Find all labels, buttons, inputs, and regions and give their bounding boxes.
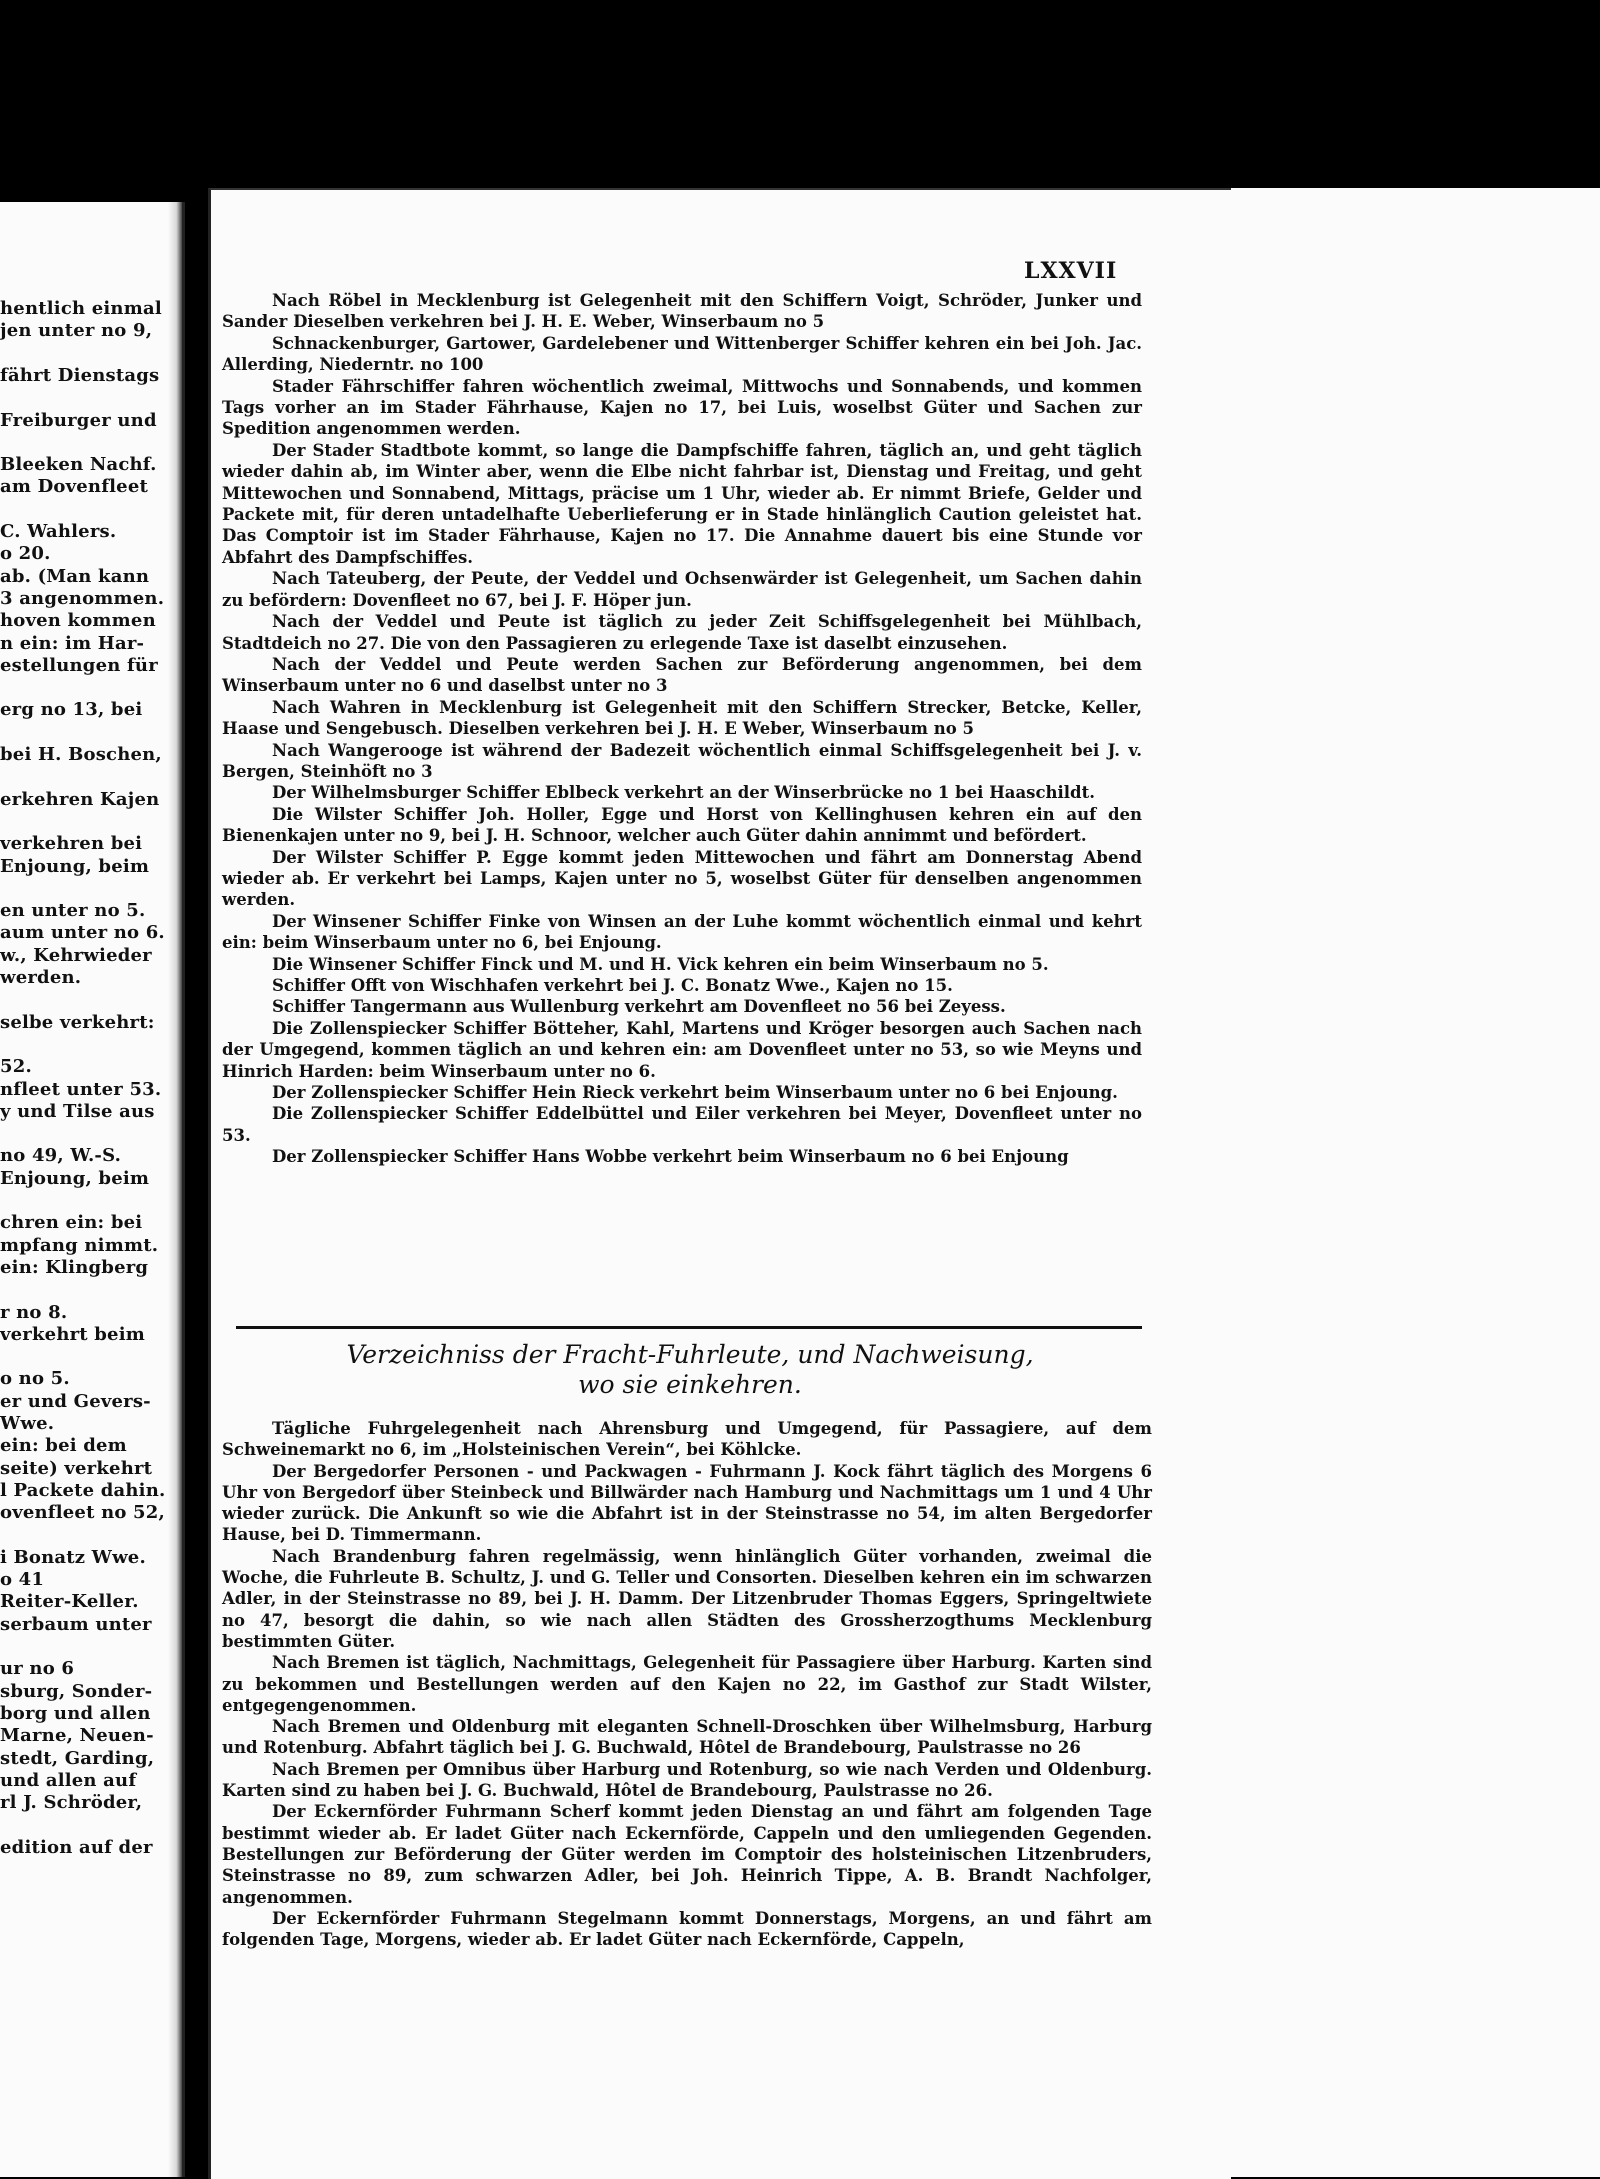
left-column-line: fährt Dienstags <box>0 364 160 386</box>
left-column-line: Reiter-Keller. <box>0 1591 139 1613</box>
left-column-line: 3 angenommen. <box>0 587 165 609</box>
left-column-line: Enjoung, beim <box>0 855 150 877</box>
page-margin <box>1228 188 1600 2177</box>
shipping-section <box>222 290 1142 1168</box>
paragraph: Nach Bremen ist täglich, Nachmittags, Gelegenheit für Passagiere über Harburg. Karten sind zu bekommen und Bestellungen werden auf den Kajen no 22, im Gasthof zur Stadt Wilster, entgegengenommen. <box>222 1653 1152 1715</box>
left-column-line: erg no 13, bei <box>0 699 143 721</box>
left-column-line: verkehrt beim <box>0 1323 145 1345</box>
left-column-line: Bleeken Nachf. <box>0 454 157 476</box>
paragraph: Die Zollenspiecker Schiffer Bötteher, Kahl, Martens und Kröger besorgen auch Sachen nach der Umgegend, kommen täglich an und kehren ein: am Dovenfleet unter no 53, so wie Meyns und Hinrich Harden: beim Winserbaum unter no 6. <box>222 1018 1142 1081</box>
paragraph: Die Winsener Schiffer Finck und M. und H. Vick kehren ein beim Winserbaum no 5. <box>272 954 1049 974</box>
left-column-line: 52. <box>0 1056 32 1078</box>
paragraph: Der Zollenspiecker Schiffer Hein Rieck verkehrt beim Winserbaum unter no 6 bei Enjoung. <box>272 1083 1118 1103</box>
section-heading-line-2: wo sie einkehren. <box>578 1370 802 1399</box>
left-column-line: o 41 <box>0 1569 45 1591</box>
section-heading <box>330 1340 1050 1400</box>
left-column-line: und allen auf <box>0 1769 137 1791</box>
left-column-line: seite) verkehrt <box>0 1457 153 1479</box>
left-column-line: er und Gevers- <box>0 1390 151 1412</box>
left-column-line: edition auf der <box>0 1836 153 1858</box>
paragraph: Der Eckernförder Fuhrmann Stegelmann kommt Donnerstags, Morgens, an und fährt am folgenden Tage, Morgens, wieder ab. Er ladet Güter nach Eckernförde, Cappeln, <box>222 1908 1152 1950</box>
left-column-line: sburg, Sonder- <box>0 1680 153 1702</box>
paragraph: Nach der Veddel und Peute werden Sachen zur Beförderung angenommen, bei dem Winserbaum unter no 6 und daselbst unter no 3 <box>222 654 1142 696</box>
paragraph: Nach Bremen und Oldenburg mit eleganten Schnell-Droschken über Wilhelmsburg, Harburg und Rotenburg. Abfahrt täglich bei J. G. Buchwald, Hôtel de Brandebourg, Paulstrasse no 26 <box>222 1717 1152 1758</box>
left-column-line: w., Kehrwieder <box>0 944 152 966</box>
left-column-line: stedt, Garding, <box>0 1747 155 1769</box>
left-column-line: nfleet unter 53. <box>0 1078 162 1100</box>
section-divider <box>236 1326 1142 1329</box>
left-column-line: estellungen für <box>0 654 158 676</box>
book-gutter <box>168 202 182 2177</box>
paragraph: Der Wilster Schiffer P. Egge kommt jeden Mittewochen und fährt am Donnerstag Abend wieder ab. Er verkehrt bei Lamps, Kajen unter no 5, woselbst Güter für denselben angenommen werden. <box>222 847 1142 910</box>
left-column-line: Marne, Neuen- <box>0 1725 154 1747</box>
left-column-line: am Dovenfleet <box>0 476 148 498</box>
left-column-line: ab. (Man kann <box>0 565 150 587</box>
paragraph: Nach Bremen per Omnibus über Harburg und Rotenburg, so wie nach Verden und Oldenburg. Karten sind zu haben bei J. G. Buchwald, Hôtel de Brandebourg, Paulstrasse no 26. <box>222 1759 1152 1801</box>
paragraph: Stader Fährschiffer fahren wöchentlich zweimal, Mittwochs und Sonnabends, und kommen Tags vorher an im Stader Fährhause, Kajen no 17, bei Luis, woselbst Güter und Sachen zur Spedition angenommen werden. <box>222 376 1142 439</box>
left-column-line: no 49, W.-S. <box>0 1145 122 1167</box>
left-column-line: hoven kommen <box>0 610 156 632</box>
paragraph: Nach Tateuberg, der Peute, der Veddel und Ochsenwärder ist Gelegenheit, um Sachen dahin zu befördern: Dovenfleet no 67, bei J. F. Höper jun. <box>222 569 1142 610</box>
left-column-line: en unter no 5. <box>0 900 146 922</box>
paragraph: Der Stader Stadtbote kommt, so lange die Dampfschiffe fahren, täglich an, und geht täglich wieder dahin ab, im Winter aber, wenn die Elbe nicht fahrbar ist, Dienstag und Freitag, und geht Mittewochen und Sonnabend, Mittags, präcise um 1 Uhr, wieder ab. Er nimmt Briefe, Gelder und Packete mit, für deren untadelhafte Ueberlieferung er in Stade hinlänglich Caution geleistet hat. Das Comptoir ist im Stader Fährhause, Kajen no 17. Die Annahme dauert bis eine Stunde vor Abfahrt des Dampfschiffes. <box>222 440 1142 567</box>
paragraph: Nach Röbel in Mecklenburg ist Gelegenheit mit den Schiffern Voigt, Schröder, Junker und Sander Dieselben verkehren bei J. H. E. Weber, Winserbaum no 5 <box>222 291 1142 332</box>
paragraph: Schiffer Offt von Wischhafen verkehrt bei J. C. Bonatz Wwe., Kajen no 15. <box>272 976 953 995</box>
paragraph: Die Wilster Schiffer Joh. Holler, Egge und Horst von Kellinghusen kehren ein auf den Bienenkajen unter no 9, bei J. H. Schnoor, welcher auch Güter dahin annimmt und befördert. <box>222 804 1142 846</box>
left-column-line: hentlich einmal <box>0 298 162 319</box>
left-column-line: werden. <box>0 967 82 988</box>
left-column-line: aum unter no 6. <box>0 922 165 944</box>
left-column-line: serbaum unter <box>0 1613 152 1635</box>
left-column-line: Wwe. <box>0 1413 55 1434</box>
left-column-line: o no 5. <box>0 1368 70 1390</box>
paragraph: Nach Wangerooge ist während der Badezeit wöchentlich einmal Schiffsgelegenheit bei J. v. Bergen, Steinhöft no 3 <box>222 740 1142 781</box>
left-column-line: jen unter no 9, <box>0 320 153 342</box>
paragraph: Nach Brandenburg fahren regelmässig, wenn hinlänglich Güter vorhanden, zweimal die Woche, die Fuhrleute B. Schultz, J. und G. Teller und Consorten. Dieselben kehren ein im schwarzen Adler, in der Steinstrasse no 89, bei J. H. Damm. Der Litzenbruder Thomas Eggers, Springeltwiete no 47, besorgt die dahin, so wie nach allen Städten des Grossherzogthums Mecklenburg bestimmten Güter. <box>222 1546 1152 1651</box>
paragraph: Der Bergedorfer Personen - und Packwagen - Fuhrmann J. Kock fährt täglich des Morgens 6 Uhr von Bergedorf über Steinbeck und Billwärder nach Hamburg und Nachmittags um 1 und 4 Uhr wieder zurück. Die Ankunft so wie die Abfahrt ist in der Steinstrasse no 54, im alten Bergedorfer Hause, bei D. Timmermann. <box>222 1461 1152 1545</box>
left-column-line: bei H. Boschen, <box>0 744 162 765</box>
left-column-line: C. Wahlers. <box>0 521 117 542</box>
paragraph: Die Zollenspiecker Schiffer Eddelbüttel und Eiler verkehren bei Meyer, Dovenfleet unter no 53. <box>222 1104 1142 1145</box>
paragraph: Der Wilhelmsburger Schiffer Eblbeck verkehrt an der Winserbrücke no 1 bei Haaschildt. <box>272 783 1095 803</box>
carriers-section <box>222 1418 1152 1950</box>
left-column-line: ovenfleet no 52, <box>0 1502 165 1524</box>
left-column-line: n ein: im Har- <box>0 632 145 654</box>
left-column-line: i Bonatz Wwe. <box>0 1546 146 1568</box>
left-column-line: Enjoung, beim <box>0 1167 150 1189</box>
section-heading-line-1: Verzeichniss der Fracht-Fuhrleute, und Nachweisung, <box>346 1340 1034 1369</box>
page-number: LXXVII <box>1024 258 1118 284</box>
paragraph: Der Zollenspiecker Schiffer Hans Wobbe verkehrt beim Winserbaum no 6 bei Enjoung <box>272 1147 1069 1167</box>
left-column-line: o 20. <box>0 543 51 565</box>
paragraph: Schiffer Tangermann aus Wullenburg verkehrt am Dovenfleet no 56 bei Zeyess. <box>272 997 1006 1017</box>
left-column-line: borg und allen <box>0 1702 151 1724</box>
left-column-line: ur no 6 <box>0 1658 75 1680</box>
paragraph: Der Winsener Schiffer Finke von Winsen an der Luhe kommt wöchentlich einmal und kehrt ein: beim Winserbaum unter no 6, bei Enjoung. <box>222 911 1142 953</box>
left-column-line: chren ein: bei <box>0 1212 143 1234</box>
left-column-line: verkehren bei <box>0 833 143 855</box>
paragraph: Nach der Veddel und Peute ist täglich zu jeder Zeit Schiffsgelegenheit bei Mühlbach, Stadtdeich no 27. Die von den Passagieren zu erlegende Taxe ist daselbt einzusehen. <box>222 612 1142 653</box>
left-column-line: rl J. Schröder, <box>0 1792 143 1814</box>
paragraph: Nach Wahren in Mecklenburg ist Gelegenheit mit den Schiffern Strecker, Betcke, Keller, Haase und Sengebusch. Dieselben verkehren bei J. H. E Weber, Winserbaum no 5 <box>222 697 1142 739</box>
left-column-line: selbe verkehrt: <box>0 1011 155 1033</box>
paragraph: Der Eckernförder Fuhrmann Scherf kommt jeden Dienstag an und fährt am folgenden Tage bestimmt wieder ab. Er ladet Güter nach Eckernförde, Cappeln und den umliegenden Gegenden. Bestellungen zur Beförderung der Güter werden im Comptoir des holsteinischen Litzenbruders, Steinstrasse no 89, zum schwarzen Adler, bei Joh. Heinrich Tippe, A. B. Brandt Nachfolger, angenommen. <box>222 1802 1152 1907</box>
left-column-line: y und Tilse aus <box>0 1100 155 1122</box>
left-column-line: r no 8. <box>0 1301 68 1323</box>
paragraph: Schnackenburger, Gartower, Gardelebener und Wittenberger Schiffer kehren ein bei Joh. Jac. Allerding, Niederntr. no 100 <box>222 333 1142 375</box>
left-column-line: Freiburger und <box>0 409 157 431</box>
left-page-fragment <box>0 202 185 2177</box>
left-column-line: ein: Klingberg <box>0 1256 149 1278</box>
left-column-line: l Packete dahin. <box>0 1479 166 1501</box>
paragraph: Tägliche Fuhrgelegenheit nach Ahrensburg und Umgegend, für Passagiere, auf dem Schweinemarkt no 6, im „Holsteinischen Verein“, bei Köhlcke. <box>222 1419 1152 1460</box>
left-column-line: ein: bei dem <box>0 1435 127 1457</box>
left-column-line: mpfang nimmt. <box>0 1234 159 1256</box>
left-column-line: erkehren Kajen <box>0 788 160 810</box>
